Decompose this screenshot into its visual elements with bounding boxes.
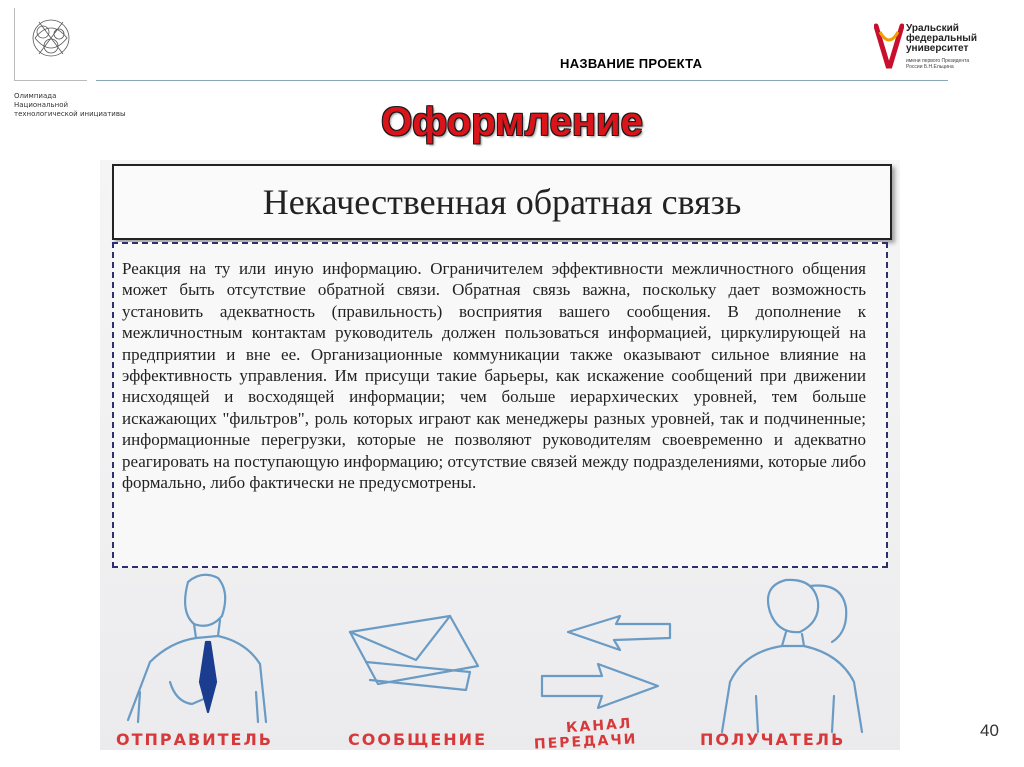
caption-receiver: ПОЛУЧАТЕЛЬ [700,730,846,749]
caption-sender: ОТПРАВИТЕЛЬ [116,730,273,749]
olympiad-line: Национальной [14,101,69,109]
communication-diagram [110,572,900,753]
box-title-text: Некачественная обратная связь [262,182,742,222]
envelope-icon [350,616,478,690]
university-line: Уральский [906,23,959,34]
body-text-box [112,242,888,568]
caption-message: СООБЩЕНИЕ [348,730,487,749]
university-sub-line: России Б.Н.Ельцина [906,64,954,70]
exchange-arrows-icon [542,616,670,708]
olympiad-emblem-icon [15,8,87,80]
university-line: университет [906,43,969,54]
caption-channel-line2: ПЕРЕДАЧИ [533,731,638,753]
university-name [906,24,977,54]
body-text: Реакция на ту или иную информацию. Ограничителем эффективности межличностного общения может быть отсутствие обратной связи. Обратная связь важна, поскольку дает возможность установить адекватность (правильность) восприятия вашего сообщения. В дополнение к межличностным контактам руководитель должен пользоваться информацией, циркулирующей на предприятии и вне ее. Организационные коммуникации также оказывают сильное влияние на эффективность управления. Им присущи такие барьеры, как искажение сообщений при движении нисходящей и восходящей информации; чем больше иерархических уровней, тем больше искажающих "фильтров", роль которых играют как менеджеры разных уровней, так и подчиненные; информационные перегрузки, которые не позволяют руководителям своевременно и адекватно реагировать на поступающую информацию; отсутствие связей между подразделениями, которые либо формально, либо фактически не предусмотрены. [122,259,866,493]
olympiad-line: Олимпиада [14,92,57,100]
page-number: 40 [980,721,999,740]
university-line: федеральный [906,33,977,44]
box-title [112,164,892,240]
caption-channel-line1: КАНАЛ [565,715,633,737]
university-sub-line: имени первого Президента [906,58,970,64]
header-divider [96,80,948,81]
receiver-figure-icon [722,580,862,732]
university-subtitle [906,58,969,70]
tie-icon [200,642,216,712]
project-title: НАЗВАНИЕ ПРОЕКТА [560,56,703,71]
olympiad-logo [14,8,87,81]
olympiad-line: технологической инициативы [14,110,126,118]
sender-figure-icon [128,575,266,722]
slide-heading: Оформление [381,100,643,144]
urfu-logo-icon [874,22,904,70]
